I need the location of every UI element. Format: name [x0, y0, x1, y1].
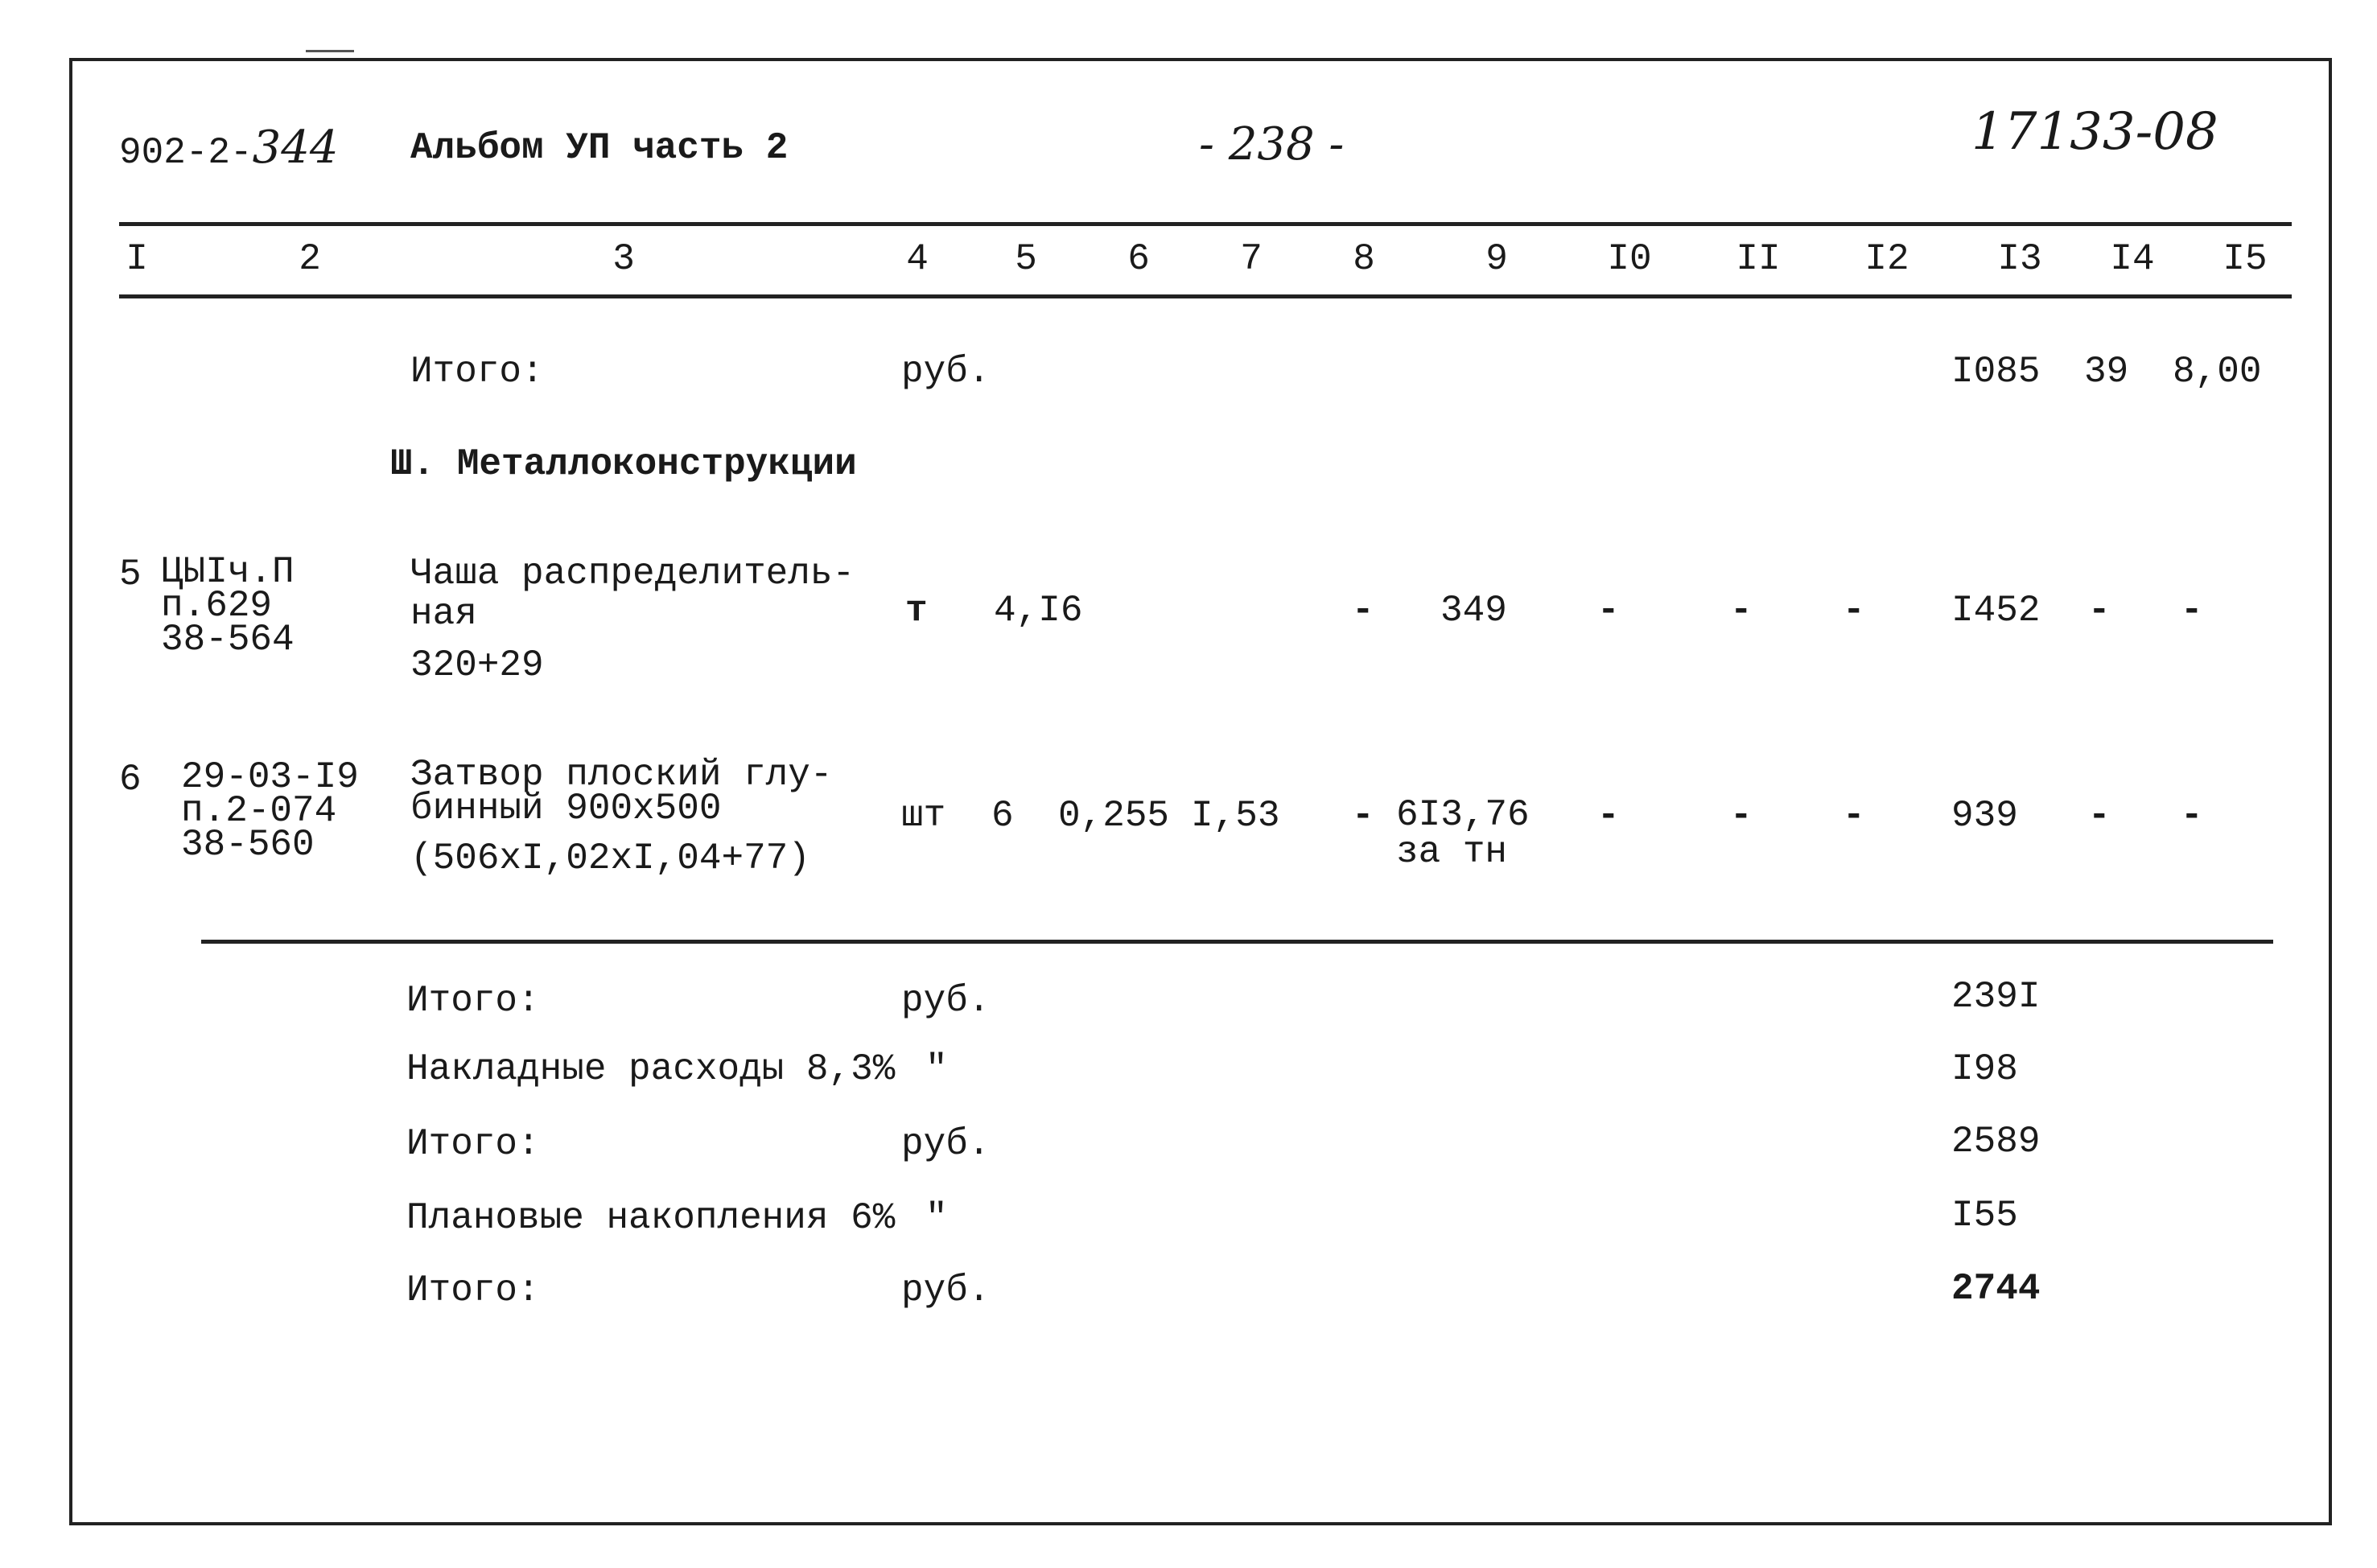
total-col13: I085: [1951, 351, 2041, 393]
header-rule-bottom: [119, 294, 2292, 298]
row-6-unit: шт: [901, 795, 946, 837]
col-10: I0: [1607, 238, 1652, 280]
row-6-col6: 0,255: [1058, 795, 1170, 837]
total-col15: 8,00: [2173, 351, 2262, 393]
row-5-col9: 349: [1440, 590, 1507, 632]
total-label: Итого:: [410, 351, 544, 393]
top-mark: [306, 50, 354, 52]
row-5-col13: I452: [1951, 590, 2041, 632]
col-4: 4: [906, 238, 929, 280]
totals-unit-5: руб.: [901, 1270, 991, 1311]
col-8: 8: [1353, 238, 1375, 280]
row-5-col12: -: [1843, 590, 1865, 632]
col-14: I4: [2110, 238, 2155, 280]
row-5-col8: -: [1352, 590, 1374, 632]
totals-value-4: I55: [1951, 1195, 2018, 1237]
totals-label-5: Итого:: [406, 1270, 540, 1311]
header-rule-top: [119, 222, 2292, 226]
row-5-col14: -: [2088, 590, 2111, 632]
row-6-col11: -: [1730, 795, 1753, 837]
totals-label-1: Итого:: [406, 980, 540, 1022]
row-6-col15: -: [2181, 795, 2203, 837]
totals-value-1: 239I: [1951, 976, 2041, 1018]
totals-unit-2: ": [925, 1048, 948, 1090]
row-6-col10: -: [1597, 795, 1620, 837]
section-title: Ш. Металлоконструкции: [390, 443, 857, 485]
row-5-col5: 4,I6: [994, 590, 1083, 632]
row-6-col13: 939: [1951, 795, 2018, 837]
doc-code: 902-2-344: [119, 121, 339, 174]
row-6-name: Затвор плоский глу- бинный 900х500 (506хI,02хI,04+77): [410, 754, 833, 879]
row-6-col8: -: [1352, 795, 1374, 837]
col-1: I: [126, 238, 148, 280]
page-number: - 238 -: [1199, 118, 1345, 171]
row-6-col14: -: [2088, 795, 2111, 837]
album-title: Альбом УП часть 2: [410, 127, 789, 169]
row-6-col12: -: [1843, 795, 1865, 837]
col-15: I5: [2223, 238, 2268, 280]
row-5-unit: т: [905, 590, 928, 632]
row-6-col7: I,53: [1191, 795, 1280, 837]
row-6-col5: 6: [991, 795, 1014, 837]
totals-unit-1: руб.: [901, 980, 991, 1022]
total-col14: 39: [2084, 351, 2129, 393]
row-6-col9: 6I3,76 за тн: [1396, 794, 1530, 873]
row-5-num: 5: [119, 554, 142, 595]
totals-unit-3: руб.: [901, 1123, 991, 1165]
row-5-col10: -: [1597, 590, 1620, 632]
row-6-num: 6: [119, 759, 142, 800]
col-7: 7: [1240, 238, 1263, 280]
row-5-col15: -: [2181, 590, 2203, 632]
col-5: 5: [1015, 238, 1037, 280]
totals-label-2: Накладные расходы 8,3%: [406, 1048, 896, 1090]
totals-value-3: 2589: [1951, 1121, 2041, 1163]
totals-label-3: Итого:: [406, 1123, 540, 1165]
row-5-ref: ЦЫIч.П п.629 38-564: [161, 551, 295, 661]
totals-unit-4: ": [925, 1197, 948, 1239]
total-unit: руб.: [901, 351, 991, 393]
totals-divider: [201, 940, 2273, 944]
row-6-ref: 29-03-I9 п.2-074 38-560: [181, 756, 359, 866]
totals-value-5: 2744: [1951, 1268, 2041, 1310]
totals-value-2: I98: [1951, 1048, 2018, 1090]
col-11: II: [1736, 238, 1781, 280]
totals-label-4: Плановые накопления 6%: [406, 1197, 896, 1239]
col-6: 6: [1127, 238, 1150, 280]
col-12: I2: [1864, 238, 1909, 280]
col-2: 2: [299, 238, 321, 280]
col-9: 9: [1485, 238, 1508, 280]
row-5-col11: -: [1730, 590, 1753, 632]
col-3: 3: [612, 238, 635, 280]
row-5-name: Чаша распределитель- ная 320+29: [410, 553, 855, 686]
doc-number: 17133-08: [1971, 102, 2218, 162]
col-13: I3: [1997, 238, 2042, 280]
